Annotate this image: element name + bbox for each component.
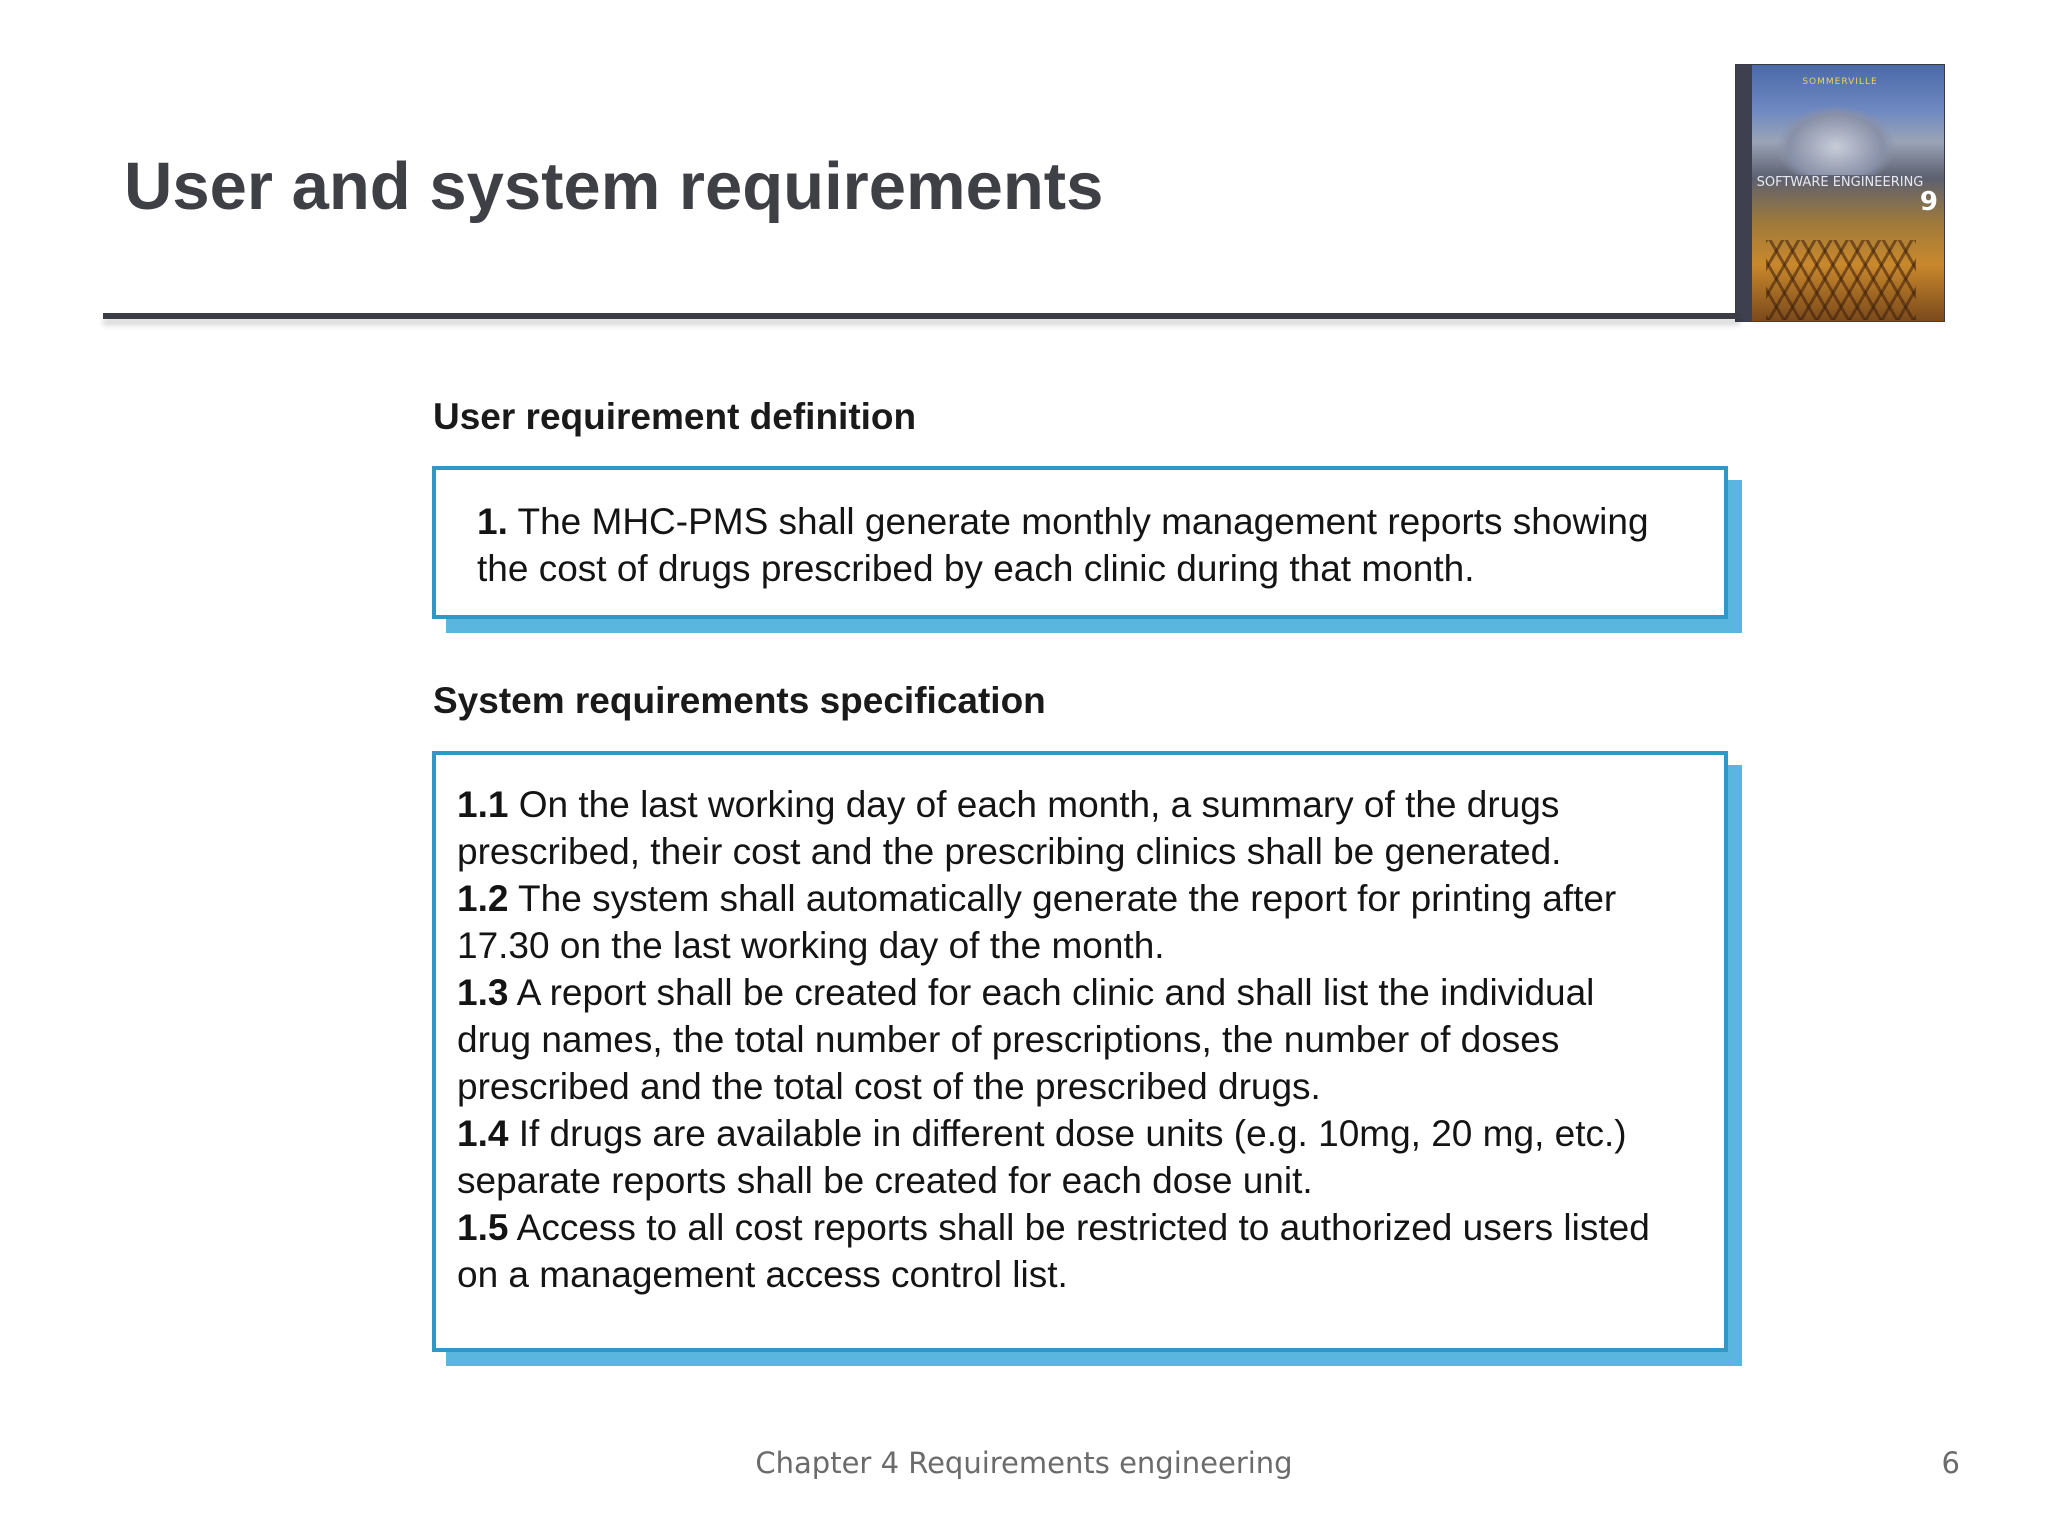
requirement-1-2-line: 17.30 on the last working day of the month.: [457, 925, 1165, 966]
requirement-1-2-line: [457, 875, 1724, 922]
requirement-1-5-line: [457, 1204, 1724, 1251]
requirement-1-1-line: prescribed, their cost and the prescribing clinics shall be generated.: [457, 831, 1562, 872]
user-requirement-line: the cost of drugs prescribed by each clinic during that month.: [477, 548, 1475, 589]
requirement-text: The system shall automatically generate the report for printing after: [508, 878, 1617, 919]
requirement-number: 1.5: [457, 1207, 509, 1248]
requirement-1-3-line: prescribed and the total cost of the prescribed drugs.: [457, 1066, 1321, 1107]
requirement-number: 1.2: [457, 878, 509, 919]
system-requirements-box: [432, 751, 1728, 1352]
user-requirement-box: [432, 466, 1728, 619]
requirement-1-3-line: [457, 969, 1724, 1016]
requirement-text: If drugs are available in different dose units (e.g. 10mg, 20 mg, etc.): [508, 1113, 1627, 1154]
cover-building-graphic: [1776, 105, 1896, 175]
requirement-1-4-line: [457, 1110, 1724, 1157]
cover-edition: 9: [1919, 187, 1938, 217]
requirement-text: Access to all cost reports shall be restricted to authorized users listed: [508, 1207, 1650, 1248]
system-requirements-text: [436, 755, 1724, 1298]
title-divider: [103, 313, 1740, 319]
requirement-number: 1.: [477, 501, 508, 542]
requirement-1-5-line: on a management access control list.: [457, 1254, 1068, 1295]
requirement-text: The MHC-PMS shall generate monthly management reports showing: [507, 501, 1649, 542]
cover-spine-stripe: [1736, 65, 1752, 321]
user-requirement-heading: User requirement definition: [433, 396, 917, 437]
requirement-1-1-line: [457, 781, 1724, 828]
cover-scaffold-graphic: [1766, 240, 1916, 320]
user-requirement-line: [477, 498, 1724, 545]
requirement-number: 1.3: [457, 972, 509, 1013]
requirement-text: A report shall be created for each clinic and shall list the individual: [508, 972, 1595, 1013]
page-number: 6: [1941, 1446, 1960, 1480]
requirement-1-3-line: drug names, the total number of prescriptions, the number of doses: [457, 1019, 1560, 1060]
book-cover-image: [1735, 64, 1945, 322]
user-requirement-text: [436, 470, 1724, 592]
requirement-number: 1.4: [457, 1113, 509, 1154]
cover-author: SOMMERVILLE: [1802, 77, 1878, 87]
slide-title: User and system requirements: [124, 149, 1104, 224]
system-requirements-heading: System requirements specification: [433, 680, 1046, 721]
requirement-1-4-line: separate reports shall be created for each dose unit.: [457, 1160, 1313, 1201]
requirement-text: On the last working day of each month, a summary of the drugs: [508, 784, 1560, 825]
cover-book-title: SOFTWARE ENGINEERING: [1756, 175, 1924, 190]
slide-footer: Chapter 4 Requirements engineering: [755, 1446, 1293, 1480]
requirement-number: 1.1: [457, 784, 509, 825]
